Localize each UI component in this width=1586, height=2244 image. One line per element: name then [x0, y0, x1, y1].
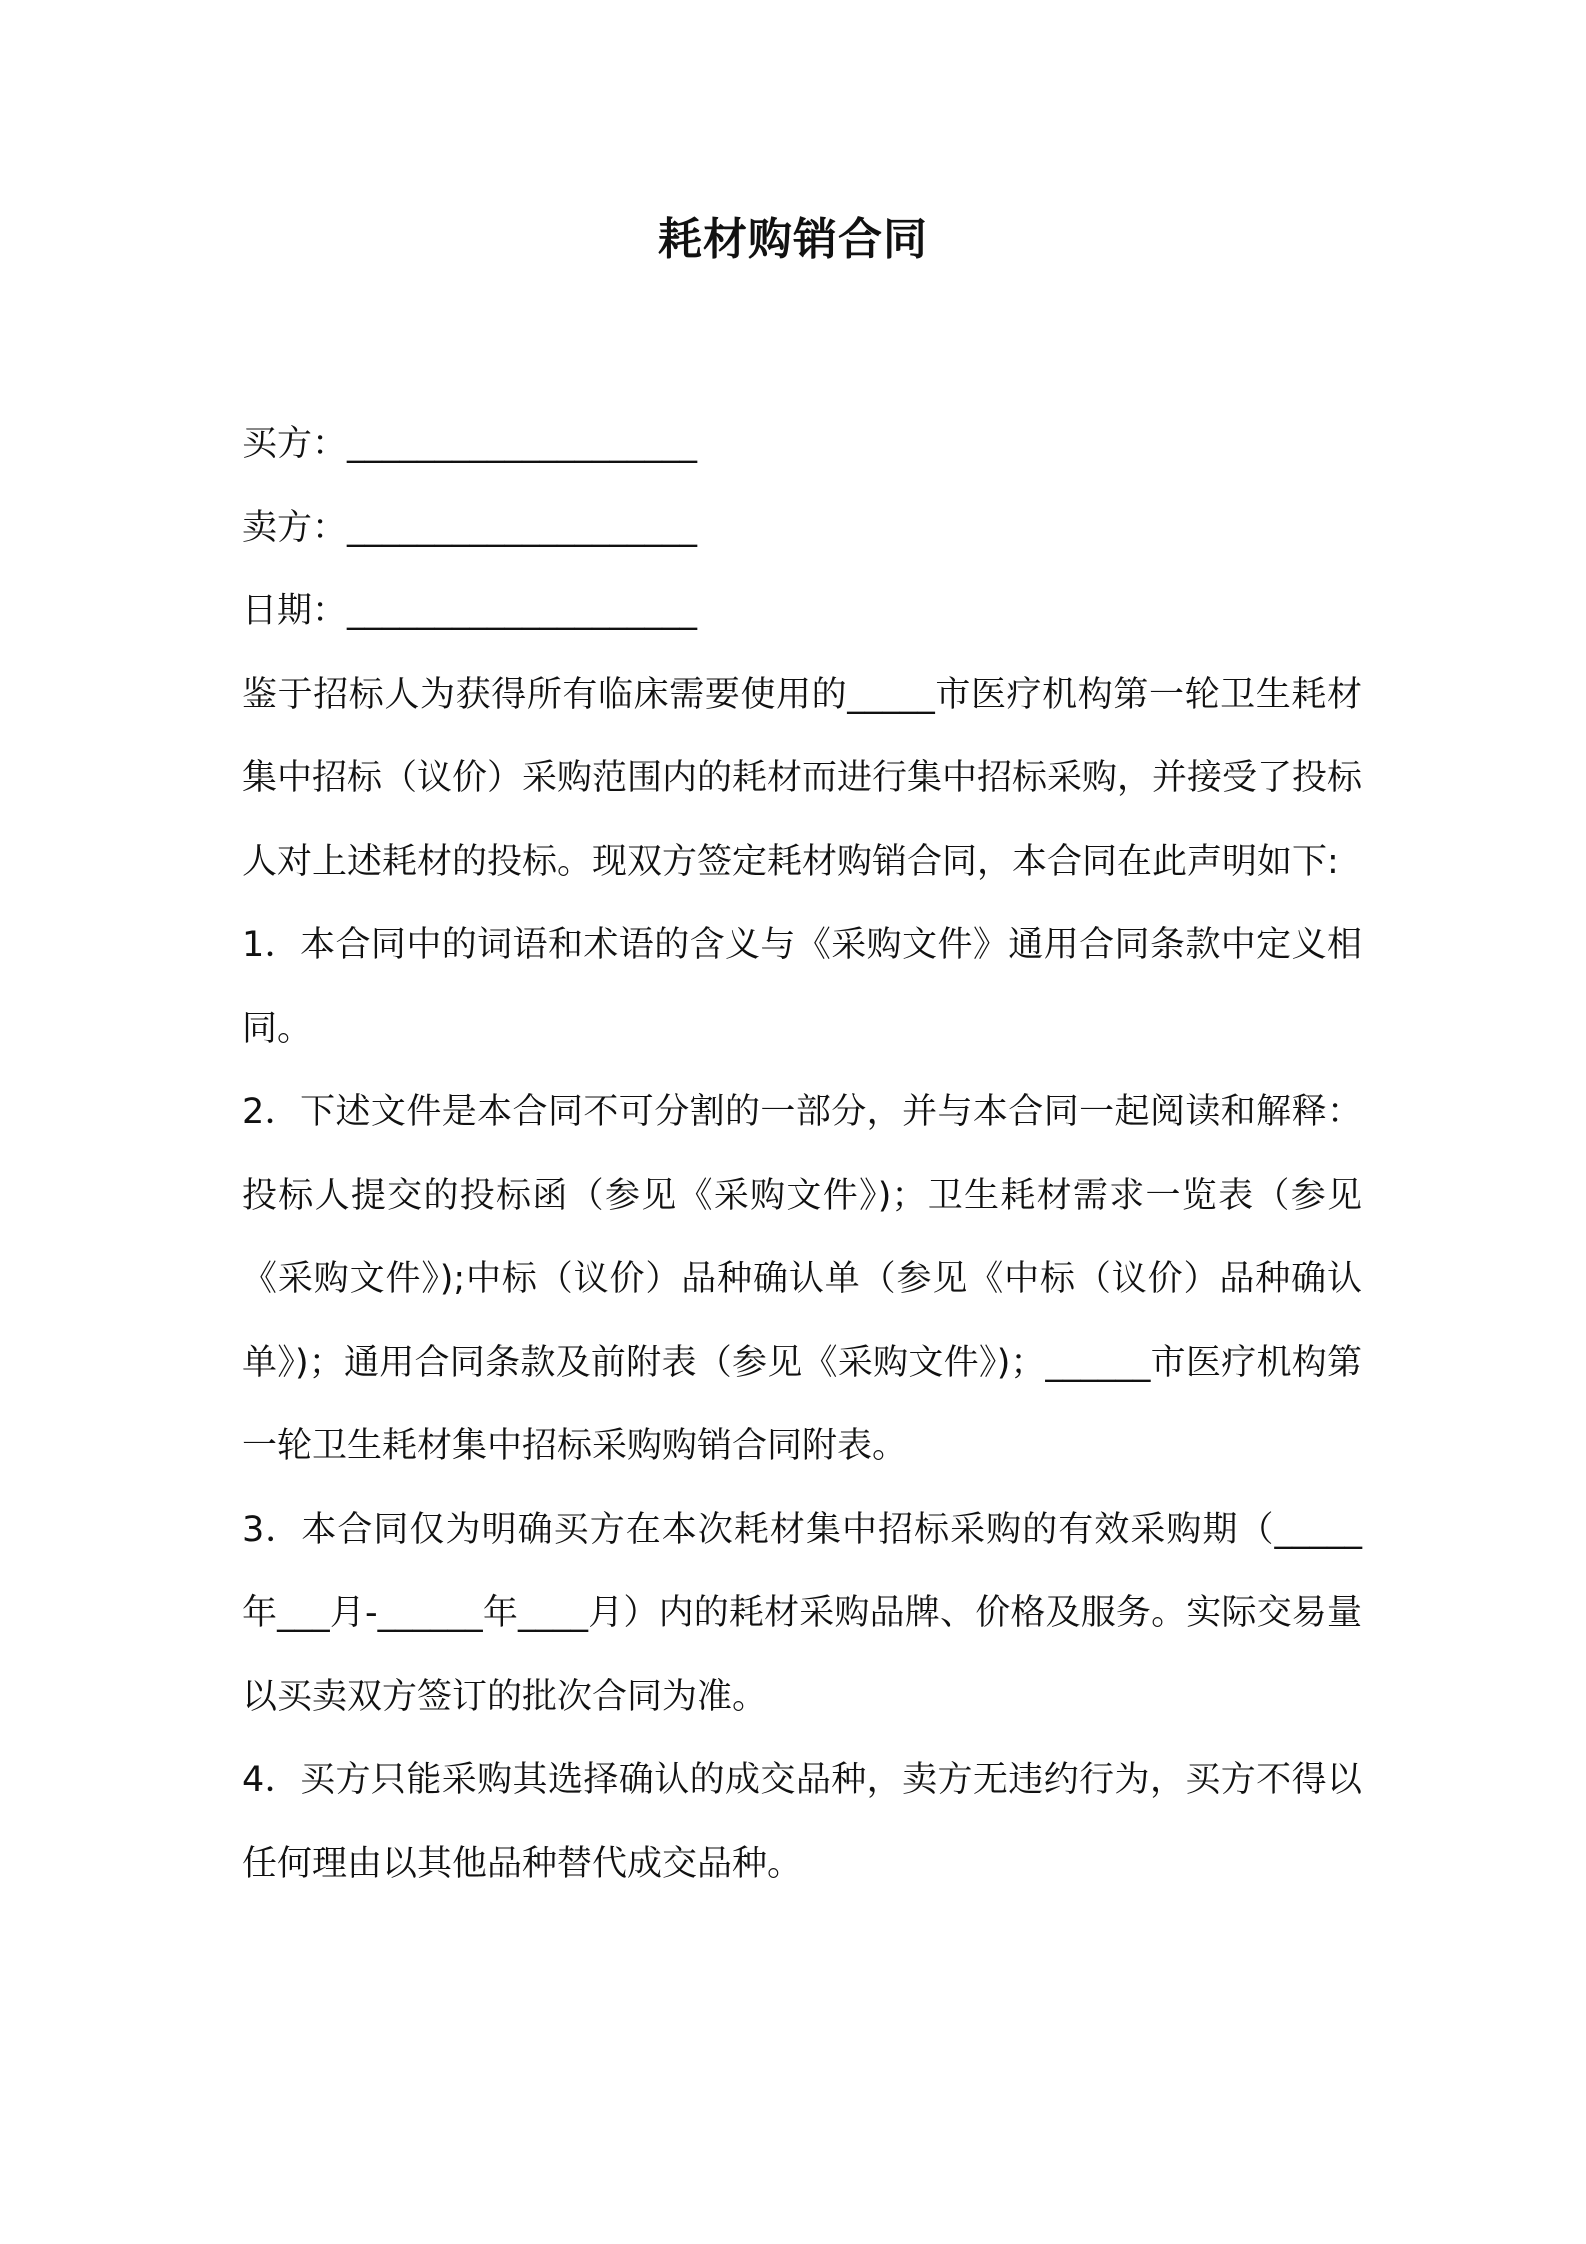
seller-field: 卖方：____________________ [242, 507, 698, 548]
date-field: 日期：____________________ [242, 591, 698, 631]
clause-1: 1．本合同中的词语和术语的含义与《采购文件》通用合同条款中定义相同。 [242, 925, 1362, 1049]
clause-3: 3．本合同仅为明确买方在本次耗材集中招标采购的有效采购期（_____年___月-______年____月）内的耗材采购品牌、价格及服务。实际交易量以买卖双方签订的批次合同为准。 [242, 1509, 1362, 1717]
clause-4: 4．买方只能采购其选择确认的成交品种，卖方无违约行为，买方不得以任何理由以其他品种替代成交品种。 [242, 1760, 1362, 1884]
preamble-paragraph: 鉴于招标人为获得所有临床需要使用的_____市医疗机构第一轮卫生耗材集中招标（议价）采购范围内的耗材而进行集中招标采购，并接受了投标人对上述耗材的投标。现双方签定耗材购销合同，本合同在此声明如下: [242, 674, 1363, 882]
buyer-field: 买方：____________________ [242, 424, 698, 464]
clause-2: 2．下述文件是本合同不可分割的一部分，并与本合同一起阅读和解释：投标人提交的投标函（参见《采购文件》)；卫生耗材需求一览表（参见《采购文件》);中标（议价）品种确认单（参见《中标（议价）品种确认单》)；通用合同条款及前附表（参见《采购文件》)；______市医疗机构第一轮卫生耗材集中招标采购购销合同附表。 [242, 1092, 1362, 1466]
document-title: 耗材购销合同 [658, 214, 928, 265]
contract-body [242, 403, 1362, 1906]
